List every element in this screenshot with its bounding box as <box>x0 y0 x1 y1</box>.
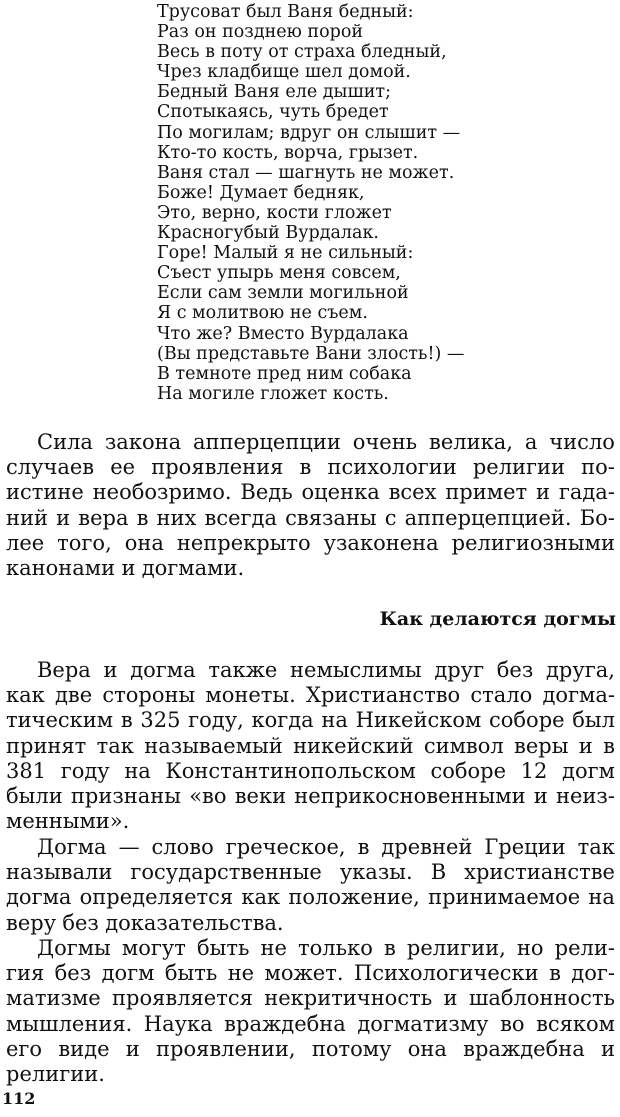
poem-line: Съест упырь меня совсем, <box>157 263 401 284</box>
poem-line: Я с молитвою не съем. <box>157 303 368 324</box>
poem-line: Это, верно, кости гложет <box>157 202 392 223</box>
text-line: как две стороны монеты. Христианство стало догма- <box>6 683 615 708</box>
text-line: 381 году на Константинопольском соборе 12 догм <box>6 758 615 783</box>
text-line: случаев ее проявления в психологии религии по- <box>6 455 615 480</box>
text-line: Догмы могут быть не только в религии, но рели- <box>37 936 615 960</box>
paragraph-dogmatism <box>6 936 615 1087</box>
poem-line: По могилам; вдруг он слышит — <box>157 122 461 143</box>
poem-block <box>157 2 597 404</box>
poem-line: Горе! Малый я не сильный: <box>157 243 414 264</box>
poem-line: Что же? Вместо Вурдалака <box>157 323 409 344</box>
poem-line: Бедный Ваня еле дышит; <box>157 82 391 103</box>
text-line: называли государственные указы. В христианстве <box>6 860 615 885</box>
poem-line: Трусоват был Ваня бедный: <box>157 2 414 22</box>
poem-line: Весь в поту от страха бледный, <box>157 42 447 63</box>
poem-line: Чрез кладбище шел домой. <box>157 62 411 83</box>
poem-line: Кто-то кость, ворча, грызет. <box>157 142 419 163</box>
text-line: истине необозримо. Ведь оценка всех примет и гада- <box>6 480 615 505</box>
text-line: мышления. Наука враждебна догматизму во всяком <box>6 1011 615 1036</box>
text-line: веру без доказательства. <box>6 910 284 935</box>
text-line: тическим в 325 году, когда на Никейском соборе был <box>6 708 615 733</box>
poem-line: (Вы представьте Вани злость!) — <box>157 343 465 364</box>
poem-line: Красногубый Вурдалак. <box>157 223 379 244</box>
text-line: ний и вера в них всегда связаны с апперцепцией. Бо- <box>6 505 615 530</box>
text-line: Сила закона апперцепции очень велика, а число <box>37 430 615 454</box>
poem-line: Спотыкаясь, чуть бредет <box>157 102 389 123</box>
text-line: лее того, она непрекрыто узаконена религиозными <box>6 530 615 555</box>
poem-line: Если сам земли могильной <box>157 283 409 304</box>
text-line: принят так называемый никейский символ веры и в <box>6 733 615 758</box>
text-line: религии. <box>6 1062 105 1087</box>
text-line: менными». <box>6 809 130 834</box>
text-line: его виде и проявлении, потому она враждебна и <box>6 1036 615 1061</box>
text-line: Вера и догма также немыслимы друг без друга, <box>37 658 615 682</box>
poem-line: На могиле гложет кость. <box>157 383 389 404</box>
poem-line: Ваня стал — шагнуть не может. <box>157 162 455 183</box>
text-line: канонами и догмами. <box>6 556 245 581</box>
paragraph-apperception <box>6 430 615 581</box>
text-line: догма определяется как положение, принимаемое на <box>6 885 615 910</box>
text-line: гия без догм быть не может. Психологически в дог- <box>6 961 615 986</box>
section-heading: Как делаются догмы <box>379 608 616 630</box>
text-line: были признаны «во веки неприкосновенными и неиз- <box>6 784 615 809</box>
paragraph-dogma-definition <box>6 835 615 936</box>
poem-line: Раз он позднею порой <box>157 22 364 43</box>
poem-line: В темноте пред ним собака <box>157 363 412 384</box>
text-line: матизме проявляется некритичность и шаблонность <box>6 986 615 1011</box>
paragraph-faith-and-dogma <box>6 658 615 834</box>
poem-line: Боже! Думает бедняк, <box>157 182 365 203</box>
page-number: 112 <box>2 1089 36 1108</box>
text-line: Догма — слово греческое, в древней Греции так <box>37 835 615 859</box>
